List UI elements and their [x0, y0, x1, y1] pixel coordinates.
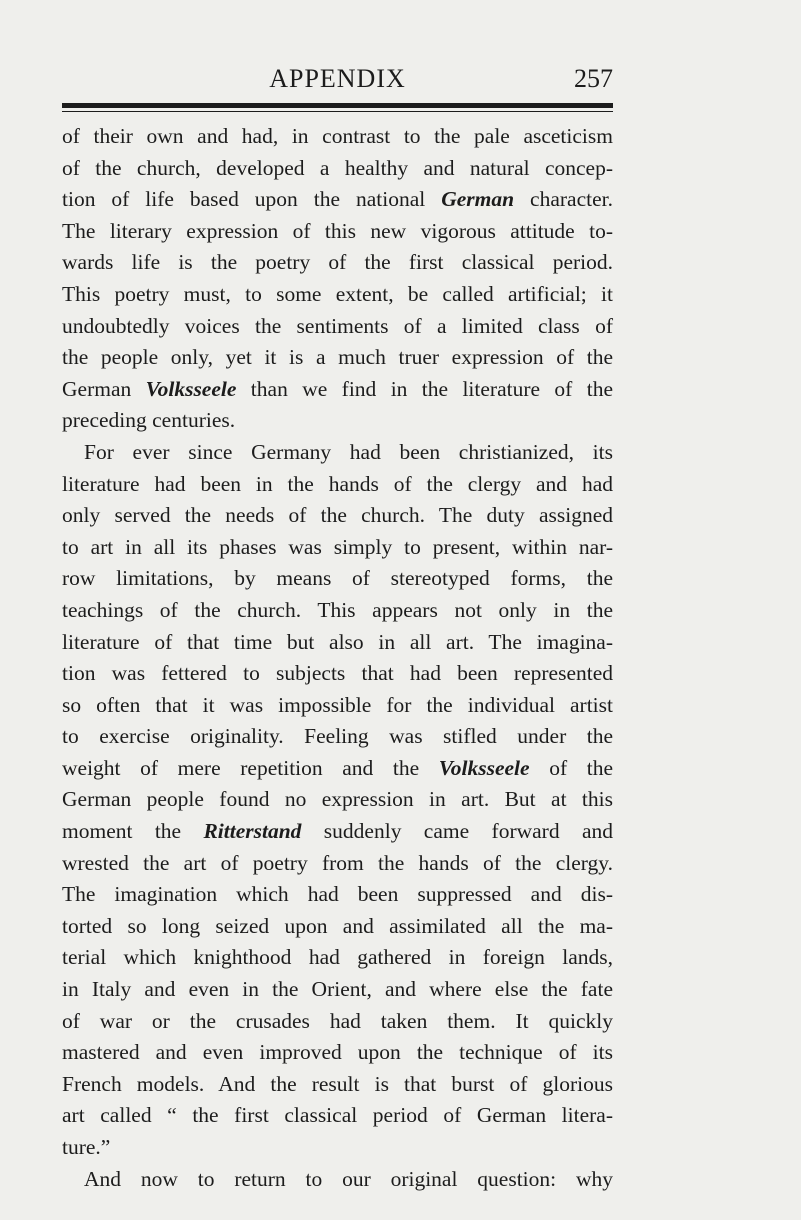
text-run: The literary expression of this new vigorous attitude to- [62, 218, 613, 243]
text-run: undoubtedly voices the sentiments of a limited class of [62, 313, 613, 338]
text-run: wrested the art of poetry from the hands of the clergy. [62, 850, 613, 875]
running-head: APPENDIX [269, 64, 406, 93]
text-run: teachings of the church. This appears not only in the [62, 597, 613, 622]
text-run: than we find in the literature of the [236, 376, 613, 401]
text-line [62, 121, 613, 153]
text-line [62, 753, 613, 785]
text-run: This poetry must, to some extent, be called artificial; it [62, 281, 613, 306]
text-run: of the church, developed a healthy and natural concep- [62, 155, 613, 180]
text-run: art called “ the first classical period of German litera- [62, 1103, 613, 1128]
text-line [62, 1100, 613, 1132]
text-line [62, 942, 613, 974]
text-line [62, 342, 613, 374]
text-line [62, 595, 613, 627]
text-run: of the [529, 755, 613, 780]
text-line [62, 1006, 613, 1038]
text-line [62, 469, 613, 501]
text-line [62, 627, 613, 659]
text-run: row limitations, by means of stereotyped forms, the [62, 566, 613, 591]
header-rule-thin [62, 111, 613, 112]
text-run: character. [514, 187, 613, 212]
text-line [62, 184, 613, 216]
text-line [62, 279, 613, 311]
text-line [62, 500, 613, 532]
text-line [62, 532, 613, 564]
text-line [62, 1132, 613, 1164]
text-run: the people only, yet it is a much truer expression of the [62, 345, 613, 370]
page-header [62, 62, 613, 96]
text-line [62, 247, 613, 279]
text-line [62, 374, 613, 406]
text-run: And now to return to our original question: why [84, 1166, 613, 1191]
text-run: so often that it was impossible for the individual artist [62, 692, 613, 717]
text-run: French models. And the result is that burst of glorious [62, 1071, 613, 1096]
text-line [62, 974, 613, 1006]
text-line [62, 216, 613, 248]
italic-term: German [441, 187, 515, 212]
text-line [62, 311, 613, 343]
text-line [62, 1164, 613, 1196]
text-run: suddenly came forward and [301, 819, 613, 844]
text-run: moment the [62, 819, 204, 844]
text-line [62, 563, 613, 595]
text-run: tion of life based upon the national [62, 187, 442, 212]
header-rule [62, 103, 613, 108]
text-line [62, 153, 613, 185]
text-run: in Italy and even in the Orient, and where else the fate [62, 977, 613, 1002]
text-run: to art in all its phases was simply to present, within nar- [62, 534, 613, 559]
text-line [62, 690, 613, 722]
text-run: The imagination which had been suppressed and dis- [62, 882, 613, 907]
text-line [62, 879, 613, 911]
text-run: only served the needs of the church. The duty assigned [62, 503, 613, 528]
text-run: ture.” [62, 1135, 111, 1159]
text-run: mastered and even improved upon the technique of its [62, 1040, 613, 1065]
text-run: to exercise originality. Feeling was stifled under the [62, 724, 613, 749]
italic-term: Volksseele [145, 376, 237, 401]
body-text [62, 121, 613, 1195]
text-line [62, 911, 613, 943]
text-run: wards life is the poetry of the first classical period. [62, 250, 613, 275]
text-run: of war or the crusades had taken them. It quickly [62, 1008, 613, 1033]
text-run: For ever since Germany had been christianized, its [84, 439, 613, 464]
text-run: terial which knighthood had gathered in foreign lands, [62, 945, 613, 970]
italic-term: Ritterstand [203, 819, 302, 844]
text-run: weight of mere repetition and the [62, 755, 439, 780]
text-line [62, 405, 613, 437]
text-line [62, 721, 613, 753]
text-run: of their own and had, in contrast to the pale asceticism [62, 124, 613, 148]
text-line [62, 816, 613, 848]
text-run: literature had been in the hands of the clergy and had [62, 471, 613, 496]
text-run: torted so long seized upon and assimilated all the ma- [62, 913, 613, 938]
text-line [62, 658, 613, 690]
text-line [62, 848, 613, 880]
text-run: German [62, 376, 146, 401]
text-run: preceding centuries. [62, 408, 236, 433]
text-line [62, 437, 613, 469]
italic-term: Volksseele [438, 755, 530, 780]
text-run: tion was fettered to subjects that had been represented [62, 661, 613, 686]
text-line [62, 784, 613, 816]
text-run: literature of that time but also in all art. The imagina- [62, 629, 613, 654]
page-number: 257 [574, 64, 613, 93]
book-page [62, 0, 613, 1220]
text-line [62, 1037, 613, 1069]
text-line [62, 1069, 613, 1101]
text-run: German people found no expression in art. But at this [62, 787, 613, 812]
